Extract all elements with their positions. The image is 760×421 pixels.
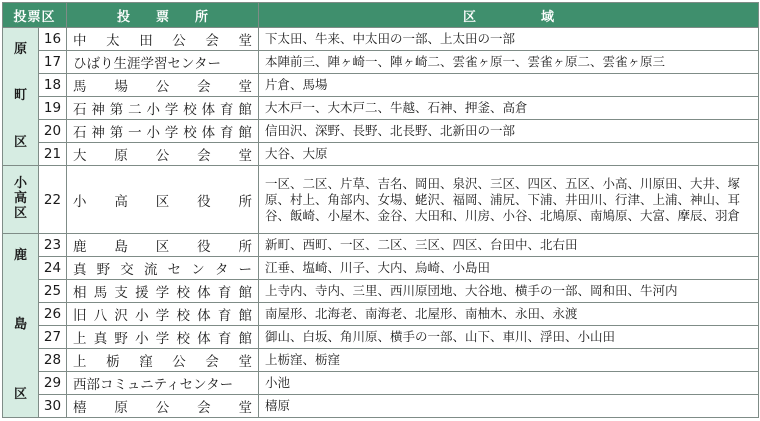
- district-cell: [3, 28, 39, 166]
- polling-place-char: 館: [238, 331, 253, 347]
- district-number: 26: [39, 303, 67, 326]
- polling-place-char: 育: [217, 331, 232, 347]
- district-number: 16: [39, 28, 67, 51]
- polling-place: [67, 74, 259, 97]
- table-row: [3, 97, 759, 120]
- polling-place: [67, 28, 259, 51]
- polling-place-char: 中: [73, 33, 87, 49]
- covered-area: 下太田、牛来、中太田の一部、上太田の一部: [259, 28, 759, 51]
- polling-place: [67, 166, 259, 234]
- polling-place-char: 二: [128, 102, 142, 118]
- polling-place-char: 体: [197, 308, 211, 324]
- polling-place-char: 会: [205, 354, 219, 370]
- district-glyph: 町: [13, 88, 27, 104]
- polling-place-char: 神: [91, 125, 105, 141]
- polling-place-name: [73, 190, 252, 210]
- covered-area: 御山、白坂、角川原、横手の一部、山下、車川、浮田、小山田: [259, 326, 759, 349]
- polling-place-char: 沢: [114, 308, 128, 324]
- table-row: [3, 166, 759, 234]
- covered-area: 一区、二区、片草、吉名、岡田、泉沢、三区、四区、五区、小高、川原田、大井、塚原、村上、角部内、女場、蛯沢、福岡、浦尻、下浦、井田川、行津、上浦、神山、耳谷、飯崎、小屋木、金谷、大田和、川房、小谷、北鳩原、南鳩原、大富、摩辰、羽倉: [259, 166, 759, 234]
- table-row: [3, 234, 759, 257]
- district-label: 小高区: [13, 176, 27, 221]
- polling-place-char: 育: [220, 125, 234, 141]
- polling-place-char: 支: [114, 285, 128, 301]
- polling-place-char: 学: [155, 285, 170, 301]
- table-row: [3, 326, 759, 349]
- polling-place-char: 援: [135, 285, 149, 301]
- polling-place-char: 原: [114, 148, 128, 164]
- polling-place-char: 役: [197, 193, 211, 210]
- polling-place-char: 公: [155, 148, 170, 164]
- polling-place-char: 体: [197, 285, 211, 301]
- polling-place-char: 体: [197, 331, 211, 347]
- polling-place-char: 八: [93, 308, 108, 324]
- polling-place-char: 所: [238, 193, 253, 210]
- district-glyph: 区: [13, 134, 27, 150]
- polling-place-char: 学: [164, 125, 179, 141]
- covered-area: 信田沢、深野、長野、北長野、北新田の一部: [259, 120, 759, 143]
- district-number: 29: [39, 372, 67, 395]
- polling-place-char: 館: [238, 102, 252, 118]
- polling-place-char: 区: [155, 193, 170, 210]
- polling-place-char: 小: [73, 193, 87, 210]
- polling-place: [67, 234, 259, 257]
- polling-place-char: ー: [238, 262, 252, 278]
- table-row: [3, 280, 759, 303]
- polling-place-char: 育: [220, 102, 234, 118]
- polling-place: [67, 349, 259, 372]
- polling-place-char: 野: [96, 262, 111, 278]
- polling-place-char: 田: [139, 33, 153, 49]
- polling-place-char: 役: [197, 239, 211, 255]
- district-label: [5, 43, 36, 151]
- table-row: [3, 143, 759, 166]
- polling-place-char: 小: [135, 331, 149, 347]
- polling-place-name: [73, 258, 252, 278]
- polling-place-char: 校: [176, 308, 190, 324]
- covered-area: 橲原: [259, 395, 759, 418]
- district-number: 24: [39, 257, 67, 280]
- polling-place-char: 校: [183, 102, 197, 118]
- polling-place-char: 公: [155, 400, 170, 416]
- header-area: 区 域: [259, 3, 759, 28]
- polling-place-char: 育: [217, 285, 232, 301]
- polling-place: [67, 120, 259, 143]
- polling-place-char: 石: [73, 102, 87, 118]
- covered-area: 上栃窪、栃窪: [259, 349, 759, 372]
- table-row: [3, 303, 759, 326]
- polling-place-char: 太: [106, 33, 120, 49]
- covered-area: 大谷、大原: [259, 143, 759, 166]
- district-number: 25: [39, 280, 67, 303]
- table-row: [3, 74, 759, 97]
- district-number: 23: [39, 234, 67, 257]
- polling-place-char: 堂: [238, 400, 253, 416]
- polling-place-char: 石: [73, 125, 87, 141]
- district-number: 17: [39, 51, 67, 74]
- covered-area: 新町、西町、一区、二区、三区、四区、台田中、北右田: [259, 234, 759, 257]
- polling-place-char: 鹿: [73, 239, 87, 255]
- polling-place: 西部コミュニティセンター: [67, 372, 259, 395]
- table-row: [3, 349, 759, 372]
- polling-place-name: [73, 396, 252, 416]
- table-row: [3, 395, 759, 418]
- polling-place: [67, 326, 259, 349]
- polling-place-char: 校: [176, 285, 190, 301]
- polling-place-name: [73, 281, 252, 301]
- polling-place-char: 堂: [238, 79, 253, 95]
- table-row: [3, 120, 759, 143]
- table-header: [3, 3, 759, 28]
- polling-place: [67, 395, 259, 418]
- polling-place-char: 堂: [238, 148, 253, 164]
- polling-place-char: 第: [109, 125, 124, 141]
- polling-place-name: [73, 327, 252, 347]
- district-glyph: 鹿: [13, 247, 27, 263]
- polling-place-name: [73, 350, 252, 370]
- header-polling-place: 投 票 所: [67, 3, 259, 28]
- covered-area: 片倉、馬場: [259, 74, 759, 97]
- polling-place-char: 学: [164, 102, 179, 118]
- polling-place-name: [73, 235, 252, 255]
- table-row: [3, 372, 759, 395]
- polling-place-name: [73, 144, 252, 164]
- polling-place-char: 体: [201, 125, 216, 141]
- polling-place-char: 島: [114, 239, 128, 255]
- polling-place-char: 会: [197, 148, 211, 164]
- covered-area: 江垂、塩崎、川子、大内、烏崎、小島田: [259, 257, 759, 280]
- polling-place-char: 校: [176, 331, 190, 347]
- polling-place-name: [73, 304, 252, 324]
- polling-place-char: 窪: [139, 354, 153, 370]
- polling-place-char: タ: [214, 262, 229, 278]
- polling-place-char: 高: [114, 193, 128, 210]
- district-glyph: 島: [13, 317, 27, 333]
- polling-place-char: 野: [114, 331, 128, 347]
- polling-place-char: 流: [143, 262, 158, 278]
- polling-place-name: [73, 75, 252, 95]
- polling-place-name: [73, 121, 252, 141]
- polling-place-char: 交: [120, 262, 134, 278]
- district-number: 21: [39, 143, 67, 166]
- polling-place-char: ン: [191, 262, 205, 278]
- polling-place: ひばり生涯学習センター: [67, 51, 259, 74]
- polling-place: [67, 143, 259, 166]
- polling-place-char: 体: [201, 102, 216, 118]
- table-row: [3, 257, 759, 280]
- polling-place-char: 第: [109, 102, 124, 118]
- district-cell: [3, 234, 39, 418]
- covered-area: 南屋形、北海老、南海老、北屋形、南柚木、永田、永渡: [259, 303, 759, 326]
- polling-place-char: 区: [155, 239, 170, 255]
- table-body: [3, 28, 759, 418]
- polling-place-char: 会: [197, 400, 211, 416]
- district-number: 19: [39, 97, 67, 120]
- polling-place-char: セ: [167, 262, 182, 278]
- district-glyph: 原: [13, 41, 27, 57]
- district-number: 18: [39, 74, 67, 97]
- polling-station-table: [2, 2, 759, 418]
- district-number: 20: [39, 120, 67, 143]
- polling-place-char: 校: [183, 125, 197, 141]
- polling-place-char: 上: [73, 331, 87, 347]
- polling-place-char: 原: [114, 400, 128, 416]
- polling-place-char: 公: [172, 33, 186, 49]
- polling-place-char: 一: [128, 125, 142, 141]
- polling-place-char: 神: [91, 102, 105, 118]
- polling-place-char: 栃: [106, 354, 120, 370]
- polling-place-char: 学: [155, 331, 170, 347]
- polling-place-char: 館: [238, 308, 253, 324]
- district-label: [5, 249, 36, 403]
- polling-place-char: 小: [135, 308, 149, 324]
- polling-place-char: 学: [155, 308, 170, 324]
- polling-place-char: 真: [73, 262, 87, 278]
- polling-place-char: 小: [146, 102, 161, 118]
- covered-area: 小池: [259, 372, 759, 395]
- district-number: 22: [39, 166, 67, 234]
- polling-place-char: 馬: [93, 285, 108, 301]
- polling-place-char: 堂: [238, 33, 252, 49]
- polling-place-name: [73, 98, 252, 118]
- polling-place-char: 公: [172, 354, 186, 370]
- covered-area: 本陣前三、陣ヶ崎一、陣ヶ崎二、雲雀ヶ原一、雲雀ヶ原二、雲雀ヶ原三: [259, 51, 759, 74]
- polling-place-char: 橲: [73, 400, 87, 416]
- polling-place-char: 堂: [238, 354, 252, 370]
- district-glyph: 区: [13, 386, 27, 402]
- polling-place-char: 真: [93, 331, 108, 347]
- header-voting-district: 投票区: [3, 3, 67, 28]
- covered-area: 大木戸一、大木戸二、牛越、石神、押釜、高倉: [259, 97, 759, 120]
- polling-place-char: 公: [155, 79, 170, 95]
- polling-place-char: 旧: [73, 308, 87, 324]
- table-row: [3, 51, 759, 74]
- district-cell: [3, 166, 39, 234]
- polling-place: [67, 280, 259, 303]
- polling-place-char: 会: [197, 79, 211, 95]
- polling-place-char: 館: [238, 285, 253, 301]
- covered-area: 上寺内、寺内、三里、西川原団地、大谷地、横手の一部、岡和田、牛河内: [259, 280, 759, 303]
- district-number: 30: [39, 395, 67, 418]
- table-row: [3, 28, 759, 51]
- polling-place-char: 上: [73, 354, 87, 370]
- polling-place-char: 場: [114, 79, 128, 95]
- district-number: 27: [39, 326, 67, 349]
- district-number: 28: [39, 349, 67, 372]
- polling-place-char: 小: [146, 125, 161, 141]
- polling-place-char: 会: [205, 33, 219, 49]
- polling-place-char: 所: [238, 239, 253, 255]
- polling-place: [67, 97, 259, 120]
- polling-place: [67, 257, 259, 280]
- polling-place-char: 相: [73, 285, 87, 301]
- polling-place-name: [73, 29, 252, 49]
- polling-place-char: 育: [217, 308, 232, 324]
- polling-place-char: 大: [73, 148, 87, 164]
- polling-place-char: 馬: [73, 79, 87, 95]
- polling-place-char: 館: [238, 125, 252, 141]
- polling-place: [67, 303, 259, 326]
